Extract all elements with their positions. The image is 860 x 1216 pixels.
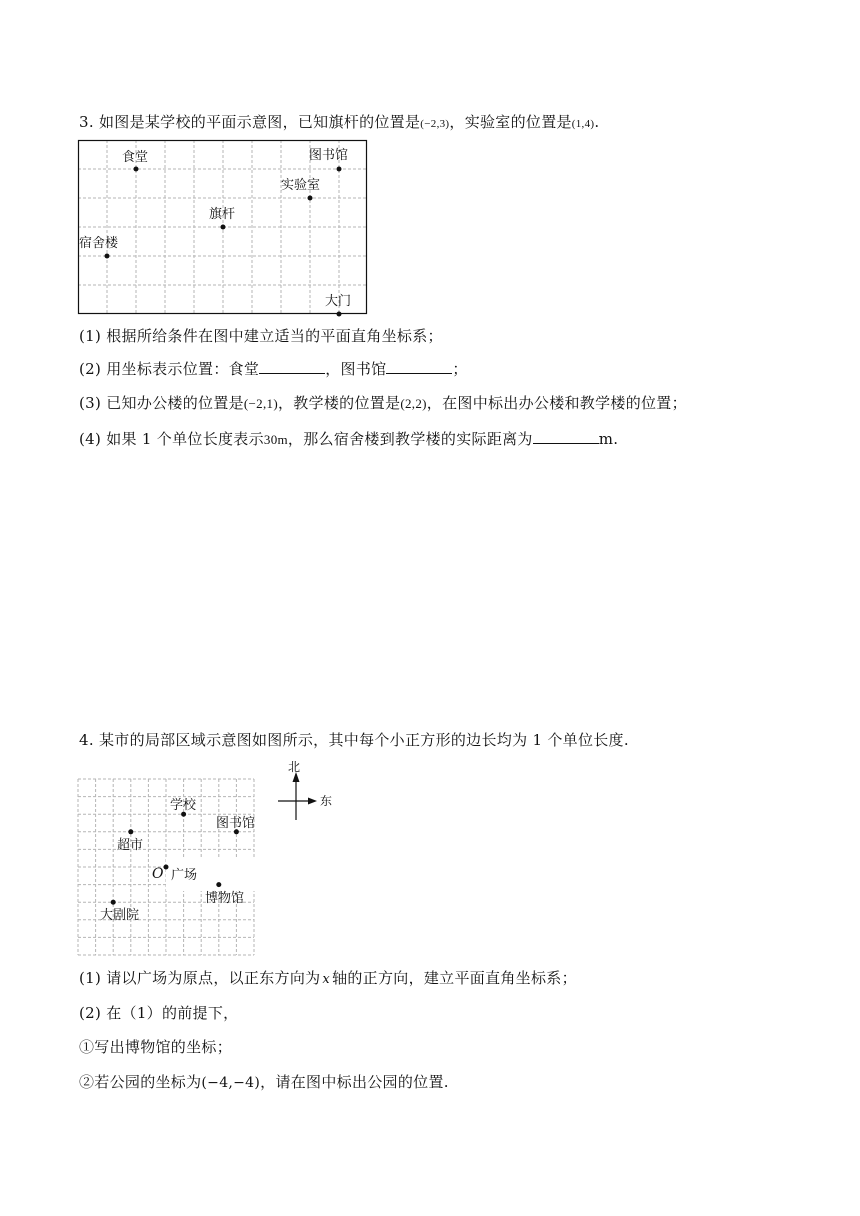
q3-part3: [79, 393, 687, 414]
teaching-building-coordinate: (2,2): [400, 396, 427, 411]
q4-part1-text: (1) 请以广场为原点，以正东方向为: [79, 969, 321, 987]
q4-part2-2-end: ，请在图中标出公园的位置.: [260, 1073, 449, 1091]
library-answer-blank[interactable]: [386, 358, 452, 374]
q3-part3-text: (3) 已知办公楼的位置是: [79, 394, 244, 412]
gate-label: 大门: [325, 294, 352, 309]
supermarket-label: 超市: [117, 838, 144, 853]
q3-intro-text: 3. 如图是某学校的平面示意图，已知旗杆的位置是: [79, 113, 421, 131]
distance-answer-blank[interactable]: [533, 428, 599, 444]
q3-part3-mid: ，教学楼的位置是: [277, 394, 401, 412]
museum-point: [216, 882, 221, 887]
theater-point: [111, 900, 116, 905]
supermarket-point: [128, 829, 133, 834]
lab-label: 实验室: [281, 178, 321, 193]
library-label: 图书馆: [309, 148, 349, 163]
q3-part2-text: (2) 用坐标表示位置：食堂: [79, 360, 260, 378]
q4-part1-end: 轴的正方向，建立平面直角坐标系；: [332, 969, 577, 987]
school-map: [78, 140, 368, 315]
q4-part2: (2) 在（1）的前提下，: [79, 1004, 239, 1022]
canteen-label: 食堂: [122, 150, 149, 165]
office-coordinate: (−2,1): [243, 396, 278, 411]
origin-label: O: [152, 866, 164, 882]
compass-north-label: 北: [288, 760, 301, 774]
q3-part2-end: ；: [452, 360, 468, 378]
park-coordinate: (−4,−4): [201, 1075, 261, 1091]
q4-part2-2-text: ②若公园的坐标为: [79, 1073, 202, 1091]
q3-intro-mid: ，实验室的位置是: [449, 113, 572, 131]
q4-intro: 4. 某市的局部区域示意图如图所示，其中每个小正方形的边长均为 1 个单位长度.: [79, 731, 629, 749]
canteen-answer-blank[interactable]: [259, 358, 325, 374]
flagpole-label: 旗杆: [209, 207, 236, 222]
school-label: 学校: [170, 798, 197, 813]
q3-part2-mid: ，图书馆: [325, 360, 387, 378]
gate-point: [337, 312, 342, 317]
square-point: [164, 865, 169, 870]
q3-part4-mid: ，那么宿舍楼到教学楼的实际距离为: [287, 430, 533, 448]
compass: [268, 760, 338, 822]
library-point: [337, 167, 342, 172]
canteen-point: [134, 167, 139, 172]
square-label: 广场: [171, 868, 198, 883]
city-map: [78, 779, 254, 955]
east-arrow-icon: [308, 798, 317, 805]
flagpole-coordinate: (−2,3): [420, 118, 450, 130]
city-library-label: 图书馆: [216, 816, 256, 831]
q3-intro: [79, 112, 599, 134]
lab-coordinate: (1,4): [571, 118, 595, 130]
q3-intro-end: .: [594, 113, 600, 131]
unit-length: 30m: [263, 432, 288, 447]
dorm-label: 宿舍楼: [79, 236, 119, 251]
compass-east-label: 东: [320, 794, 333, 808]
q4-part2-2: [79, 1072, 449, 1093]
q4-part2-1: ①写出博物馆的坐标；: [79, 1038, 233, 1056]
q4-part1: [79, 968, 577, 990]
q3-part4: [79, 428, 618, 450]
q3-part1: (1) 根据所给条件在图中建立适当的平面直角坐标系；: [79, 327, 443, 345]
flagpole-point: [221, 225, 226, 230]
q3-part4-text: (4) 如果 1 个单位长度表示: [79, 430, 264, 448]
lab-point: [308, 196, 313, 201]
x-axis-symbol: x: [322, 972, 331, 987]
q3-part2: [79, 358, 468, 379]
q3-part4-end: m.: [598, 430, 619, 448]
museum-label: 博物馆: [205, 891, 245, 906]
q3-part3-end: ，在图中标出办公楼和教学楼的位置；: [426, 394, 687, 412]
dorm-point: [105, 254, 110, 259]
theater-label: 大剧院: [100, 908, 140, 923]
